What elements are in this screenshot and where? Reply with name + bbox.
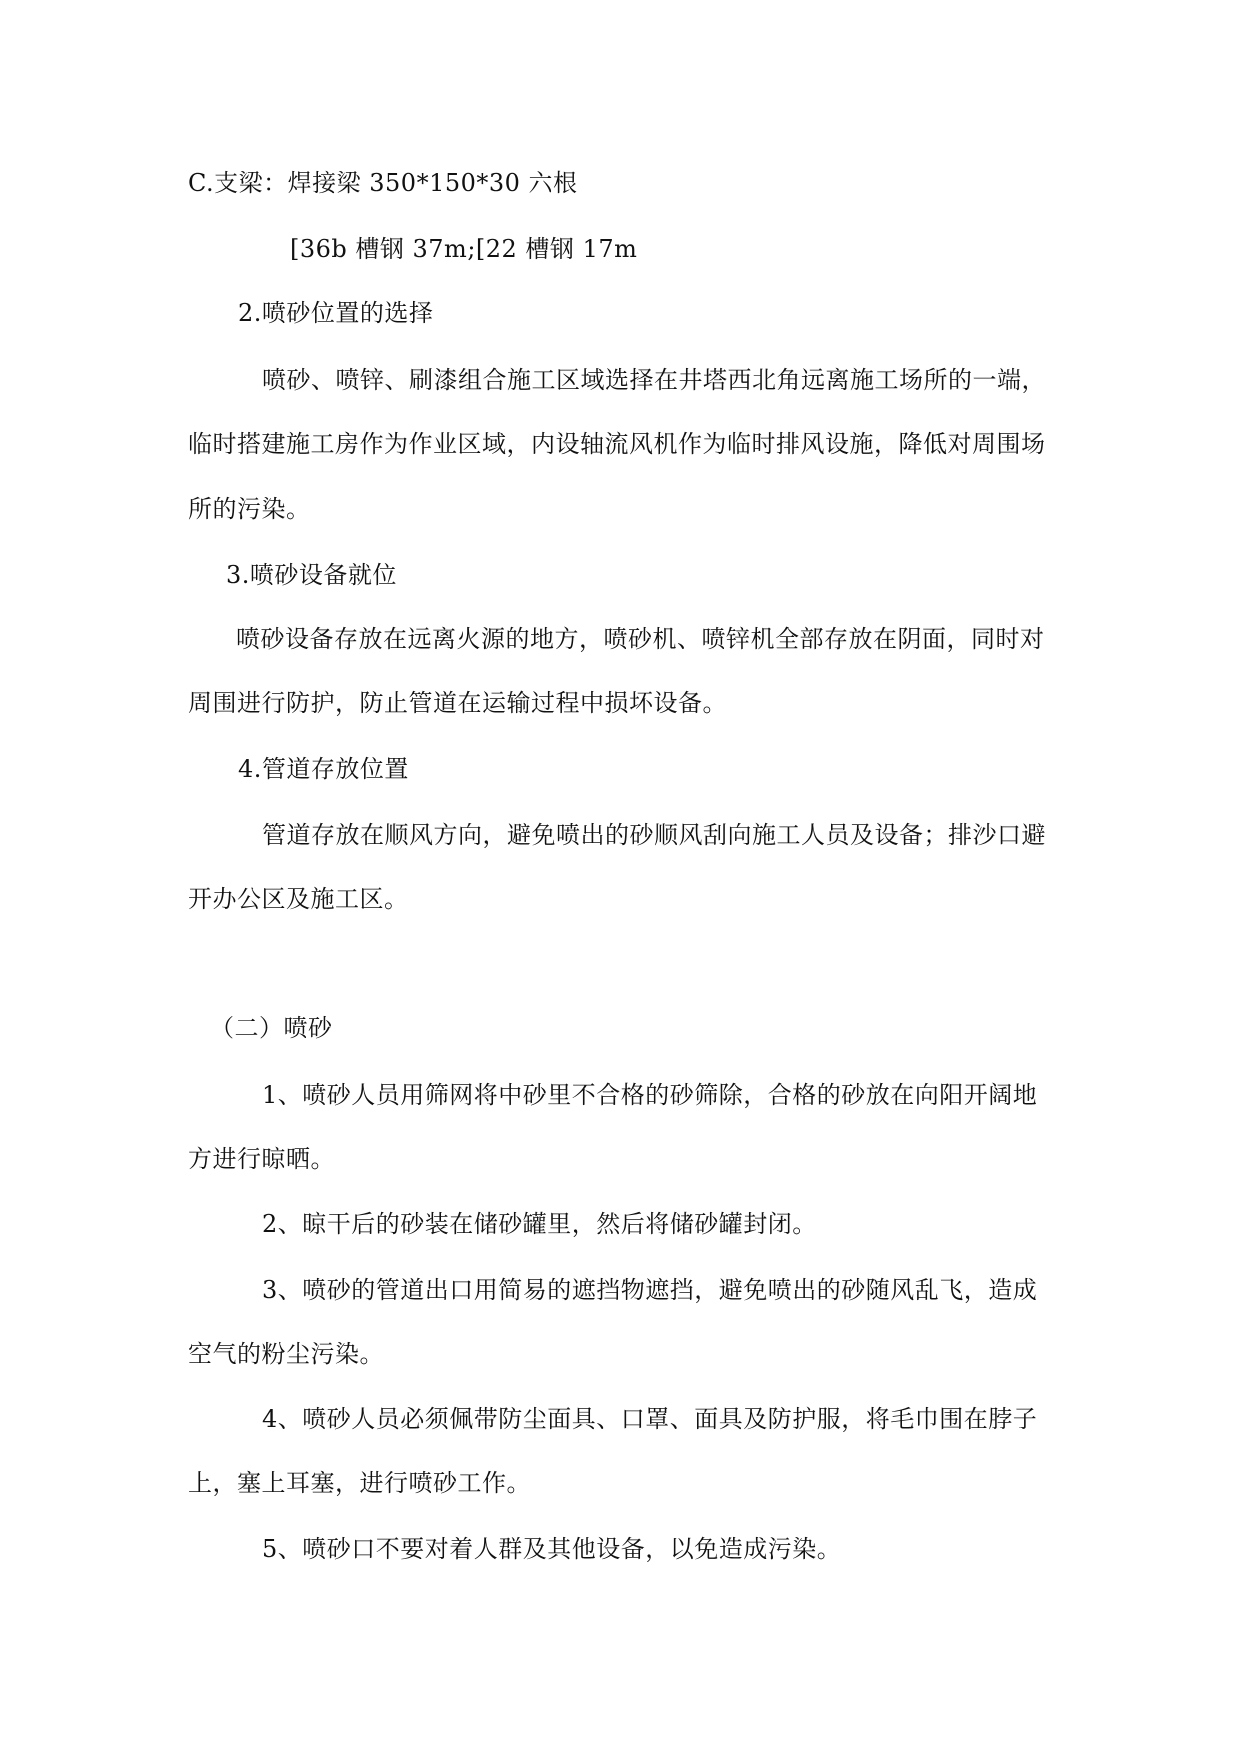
paragraph-line: 喷砂、喷锌、刷漆组合施工区域选择在井塔西北角远离施工场所的一端， bbox=[262, 366, 1046, 394]
paragraph-line: 喷砂设备存放在远离火源的地方，喷砂机、喷锌机全部存放在阴面，同时对 bbox=[236, 625, 1045, 653]
list-item-continuation: 空气的粉尘污染。 bbox=[188, 1340, 384, 1368]
text-line-channel-steel: [36b 槽钢 37m;[22 槽钢 17m bbox=[290, 235, 638, 263]
paragraph-line: 管道存放在顺风方向，避免喷出的砂顺风刮向施工人员及设备；排沙口避 bbox=[262, 821, 1046, 849]
text-line-support-beam: C.支梁：焊接梁 350*150*30 六根 bbox=[188, 169, 578, 197]
paragraph-line: 所的污染。 bbox=[188, 495, 311, 523]
list-item-continuation: 方进行晾晒。 bbox=[188, 1145, 335, 1173]
list-item: 1、喷砂人员用筛网将中砂里不合格的砂筛除，合格的砂放在向阳开阔地 bbox=[262, 1081, 1038, 1109]
list-item: 5、喷砂口不要对着人群及其他设备，以免造成污染。 bbox=[262, 1535, 842, 1563]
list-item: 4、喷砂人员必须佩带防尘面具、口罩、面具及防护服，将毛巾围在脖子 bbox=[262, 1405, 1038, 1433]
heading-pipe-storage: 4.管道存放位置 bbox=[238, 755, 409, 783]
heading-equipment-placement: 3.喷砂设备就位 bbox=[226, 561, 397, 589]
section-heading-sandblasting: （二）喷砂 bbox=[210, 1014, 333, 1042]
list-item: 2、晾干后的砂装在储砂罐里，然后将储砂罐封闭。 bbox=[262, 1210, 817, 1238]
paragraph-line: 临时搭建施工房作为作业区域，内设轴流风机作为临时排风设施，降低对周围场 bbox=[188, 430, 1046, 458]
paragraph-line: 开办公区及施工区。 bbox=[188, 885, 409, 913]
heading-blasting-location: 2.喷砂位置的选择 bbox=[238, 299, 434, 327]
list-item: 3、喷砂的管道出口用简易的遮挡物遮挡，避免喷出的砂随风乱飞，造成 bbox=[262, 1276, 1038, 1304]
list-item-continuation: 上，塞上耳塞，进行喷砂工作。 bbox=[188, 1469, 531, 1497]
paragraph-line: 周围进行防护，防止管道在运输过程中损坏设备。 bbox=[188, 689, 727, 717]
